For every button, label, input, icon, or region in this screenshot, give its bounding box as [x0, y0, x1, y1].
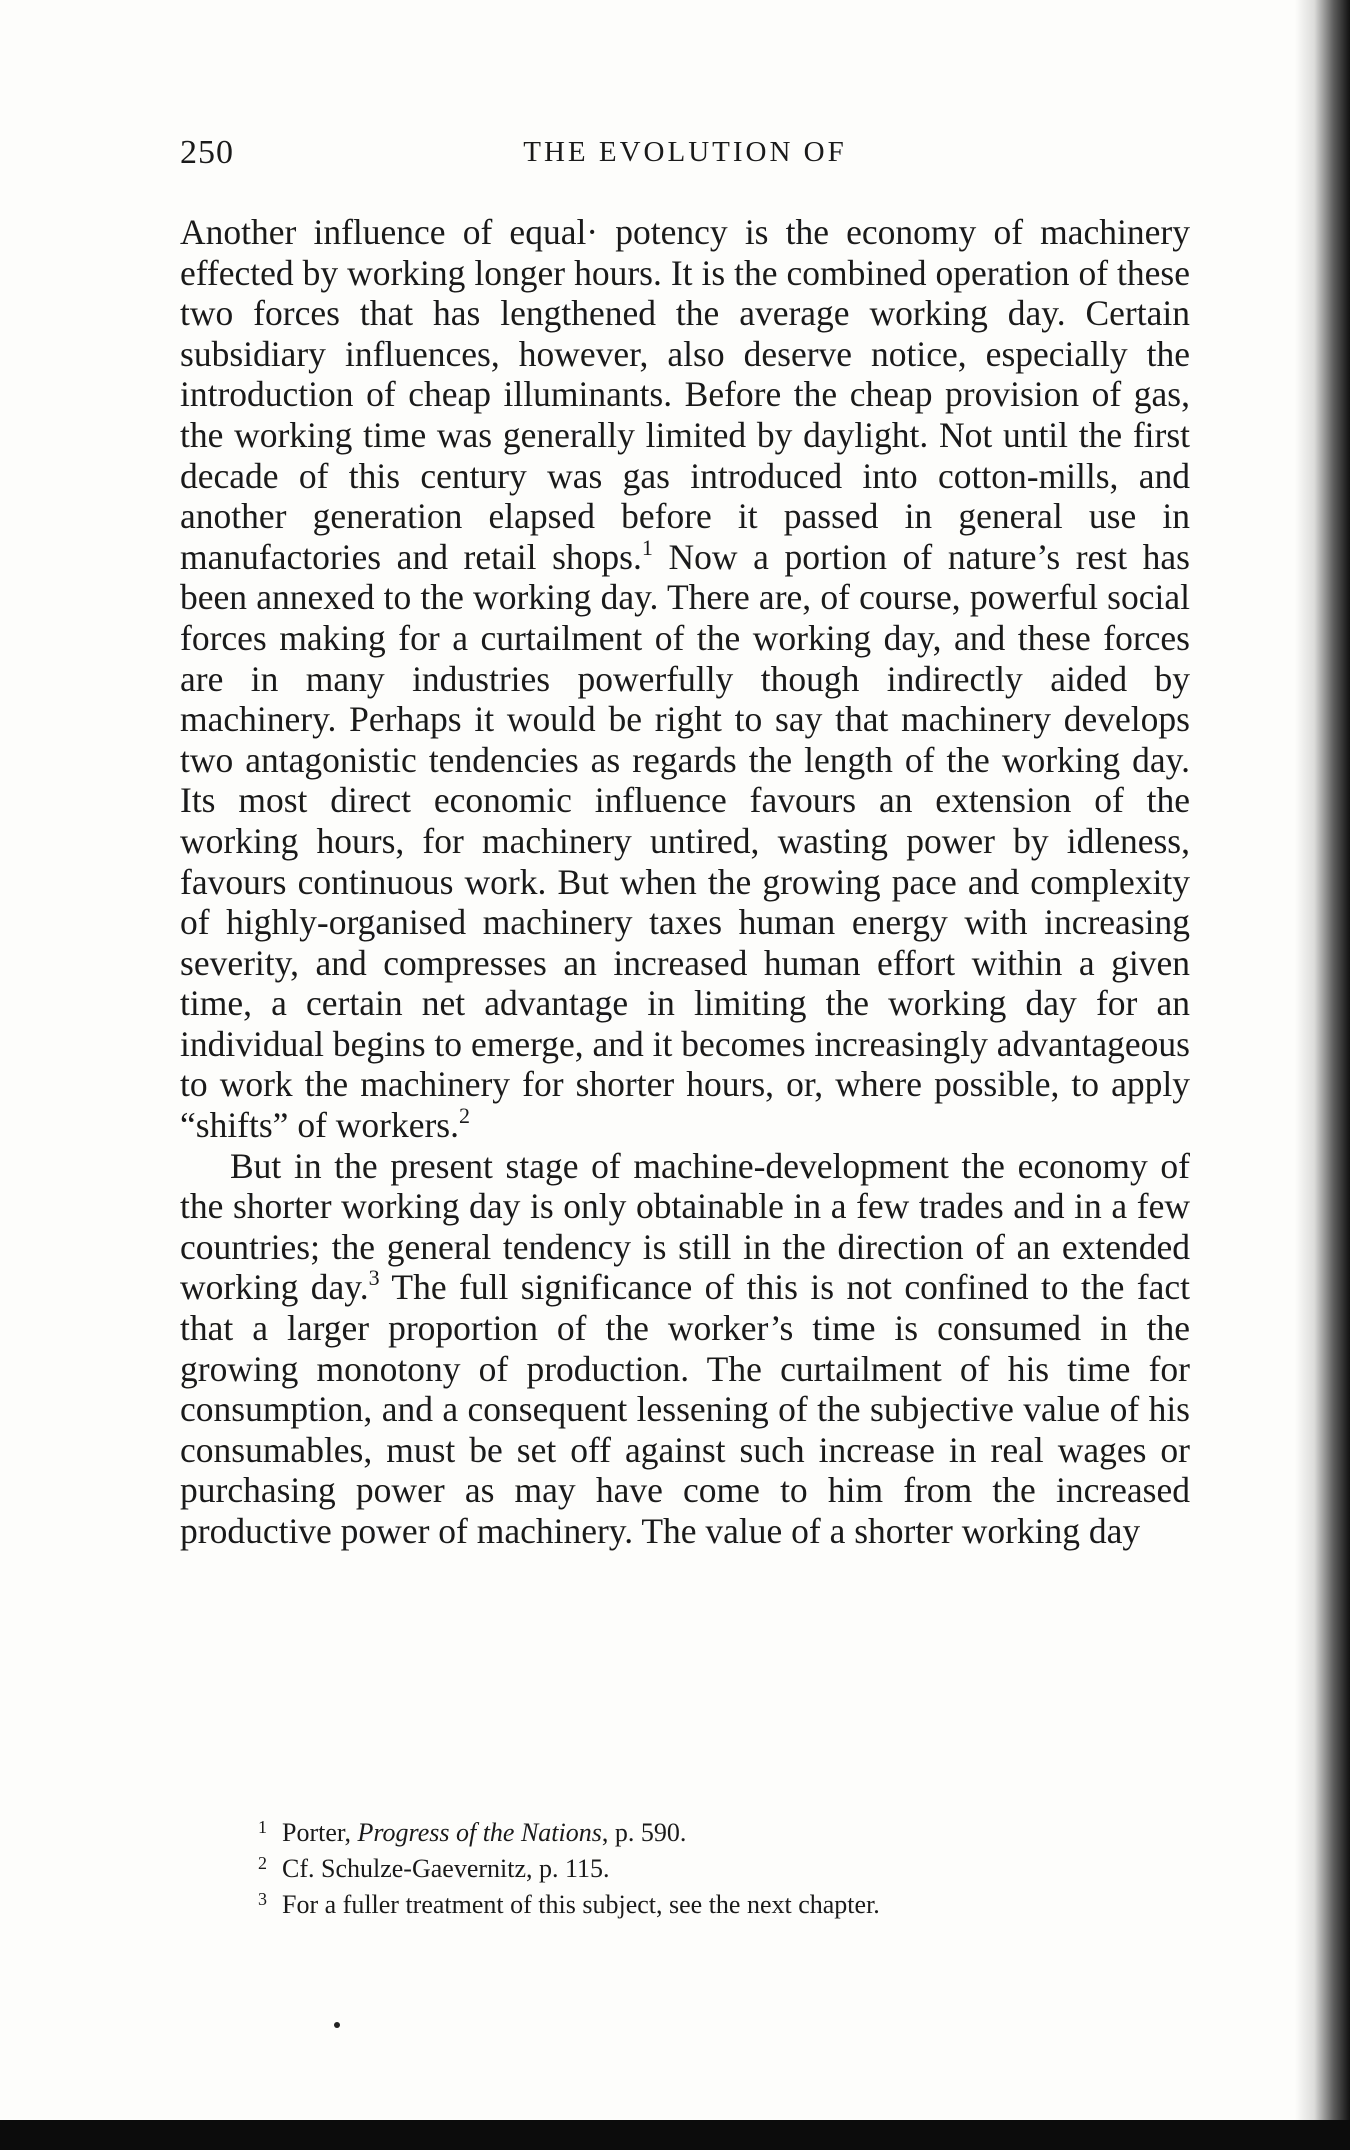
paragraph-1 [180, 212, 1190, 1146]
paragraph-1-text-a: Another influence of equal· potency is the economy of machinery effected by working longer hours. It is the combined operation of these two forces that has lengthened the average working day. Certain subsidiary influences, however, also deserve notice, especially the introduction of cheap illuminants. Before the cheap provision of gas, the working time was generally limited by daylight. Not until the first decade of this century was gas introduced into cotton-mills, and another generation elapsed before it passed in general use in manufactories and retail shops. [180, 212, 1190, 577]
footnote-ref-3: 3 [368, 1265, 380, 1291]
page-number: 250 [180, 134, 234, 171]
footnotes [258, 1812, 1158, 1920]
scan-bottom-edge [0, 2120, 1350, 2150]
footnote-2 [258, 1848, 1158, 1884]
footnote-3-text: For a fuller treatment of this subject, see the next chapter. [282, 1890, 880, 1919]
running-head [180, 134, 1190, 184]
running-title: THE EVOLUTION OF [523, 136, 847, 168]
ink-speck [334, 2022, 340, 2028]
footnote-2-mark: 2 [258, 1853, 267, 1873]
footnote-1-title: Progress of the Nations [357, 1818, 602, 1847]
page-edge-shadow [1295, 0, 1350, 2150]
footnote-1-mark: 1 [258, 1817, 267, 1837]
footnote-ref-1: 1 [641, 534, 653, 560]
footnote-1 [258, 1812, 1158, 1848]
paragraph-2-text-b: The full significance of this is not confined to the fact that a larger proportion of the worker’s time is consumed in the growing monotony of production. The curtailment of his time for consumption, and a consequent lessening of the subjective value of his consumables, must be set off against such increase in real wages or purchasing power as may have come to him from the increased productive power of machinery. The value of a shorter working day [180, 1267, 1190, 1551]
footnote-3-mark: 3 [258, 1889, 267, 1909]
paragraph-2 [180, 1146, 1190, 1552]
footnote-1-text-a: Porter, [282, 1818, 358, 1847]
footnote-1-text-b: , p. 590. [601, 1818, 687, 1847]
footnote-ref-2: 2 [459, 1103, 470, 1129]
paragraph-2-text-a: But in the present stage of machine-development the economy of the shorter working day is only obtainable in a few trades and in a few countries; the general tendency is still in the direction of an extended working day. [180, 1145, 1190, 1308]
footnote-3 [258, 1884, 1158, 1920]
body-text [180, 212, 1190, 1552]
footnote-2-text: Cf. Schulze-Gaevernitz, p. 115. [282, 1854, 610, 1883]
paragraph-1-text-b: Now a portion of nature’s rest has been annexed to the working day. There are, of course, powerful social forces making for a curtailment of the working day, and these forces are in many industries powerfully though indirectly aided by machinery. Perhaps it would be right to say that machinery develops two antagonistic tendencies as regards the length of the working day. Its most direct economic influence favours an extension of the working hours, for machinery untired, wasting power by idleness, favours continuous work. But when the growing pace and complexity of highly-organised machinery taxes human energy with increasing severity, and compresses an increased human effort within a given time, a certain net advantage in limiting the working day for an individual begins to emerge, and it becomes increasingly advantageous to work the machinery for shorter hours, or, where possible, to apply “shifts” of workers. [180, 536, 1191, 1146]
